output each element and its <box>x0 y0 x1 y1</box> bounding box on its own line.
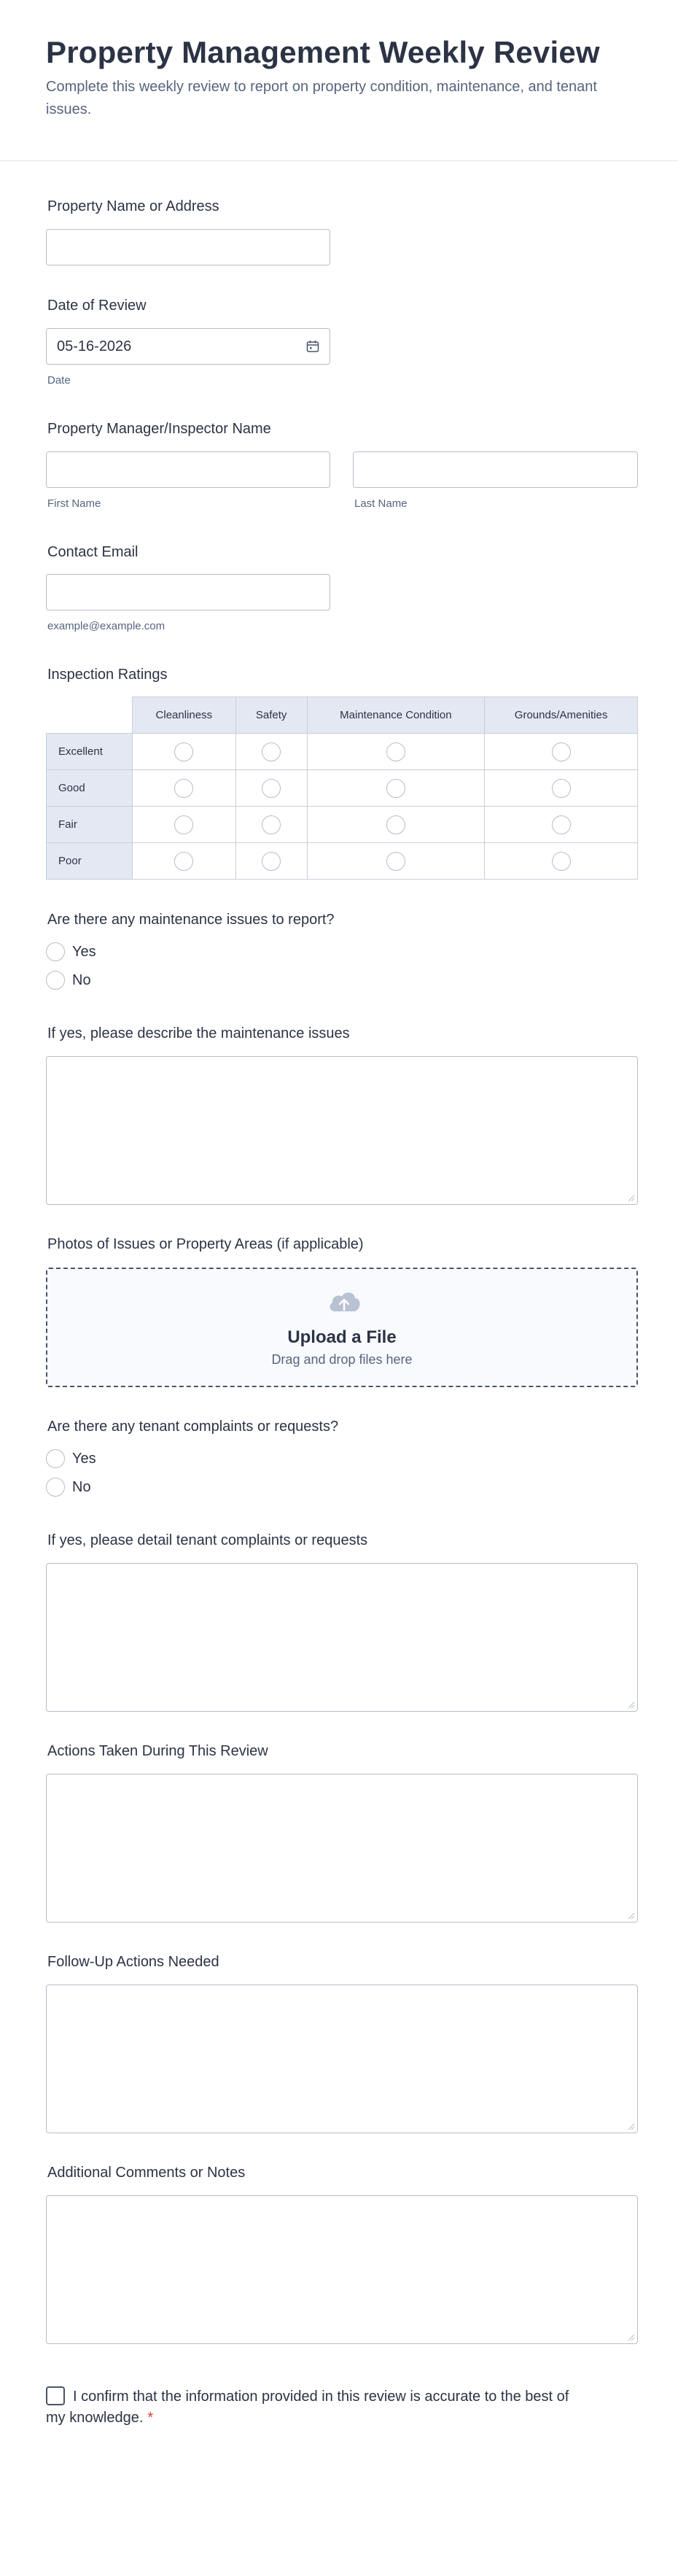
resize-grip-icon[interactable] <box>626 2122 635 2130</box>
maintenance-desc-label: If yes, please describe the maintenance issues <box>47 1025 350 1041</box>
date-sublabel: Date <box>47 374 71 387</box>
matrix-row-label: Good <box>47 770 133 807</box>
matrix-corner <box>47 697 133 734</box>
tenant-no-option[interactable] <box>46 1478 91 1497</box>
property-input[interactable] <box>46 229 330 265</box>
form-header <box>0 0 678 161</box>
radio-button[interactable] <box>46 971 65 990</box>
matrix-row <box>47 734 638 770</box>
resize-grip-icon[interactable] <box>626 2332 635 2341</box>
resize-grip-icon[interactable] <box>626 1911 635 1920</box>
followup-label: Follow-Up Actions Needed <box>47 1954 219 1970</box>
radio-button[interactable] <box>46 1478 65 1497</box>
matrix-row <box>47 807 638 843</box>
matrix-radio[interactable] <box>262 742 281 761</box>
matrix-radio[interactable] <box>262 815 281 834</box>
matrix-radio[interactable] <box>262 779 281 798</box>
actions-textarea[interactable] <box>46 1774 638 1923</box>
matrix-col-maintenance: Maintenance Condition <box>307 697 485 734</box>
cloud-upload-icon <box>327 1288 362 1314</box>
followup-textarea[interactable] <box>46 1985 638 2133</box>
last-name-input[interactable] <box>353 451 638 488</box>
matrix-col-cleanliness: Cleanliness <box>132 697 235 734</box>
email-label: Contact Email <box>47 544 139 560</box>
radio-button[interactable] <box>46 942 65 961</box>
upload-subtitle: Drag and drop files here <box>271 1352 413 1367</box>
matrix-radio[interactable] <box>262 852 281 871</box>
tenant-question-label: Are there any tenant complaints or requests? <box>47 1419 339 1435</box>
radio-button[interactable] <box>46 1449 65 1468</box>
comments-textarea[interactable] <box>46 2195 638 2344</box>
resize-grip-icon[interactable] <box>626 1700 635 1709</box>
last-name-sublabel: Last Name <box>354 497 408 510</box>
first-name-sublabel: First Name <box>47 497 101 510</box>
ratings-matrix <box>46 697 638 880</box>
upload-title: Upload a File <box>287 1327 397 1347</box>
matrix-col-grounds: Grounds/Amenities <box>485 697 638 734</box>
matrix-row-label: Fair <box>47 807 133 843</box>
page-title: Property Management Weekly Review <box>46 35 600 69</box>
matrix-row <box>47 770 638 807</box>
matrix-radio[interactable] <box>174 852 193 871</box>
first-name-input[interactable] <box>46 451 330 488</box>
option-label: Yes <box>72 943 96 960</box>
photos-label: Photos of Issues or Property Areas (if applicable) <box>47 1236 364 1252</box>
email-input[interactable] <box>46 574 330 610</box>
maintenance-no-option[interactable] <box>46 971 91 990</box>
option-label: Yes <box>72 1450 96 1467</box>
confirm-label <box>46 2386 571 2429</box>
resize-grip-icon[interactable] <box>626 1193 635 1202</box>
ratings-label: Inspection Ratings <box>47 667 168 683</box>
matrix-radio[interactable] <box>552 742 571 761</box>
email-sublabel: example@example.com <box>47 620 165 632</box>
maintenance-yes-option[interactable] <box>46 942 96 961</box>
tenant-desc-label: If yes, please detail tenant complaints or requests <box>47 1532 368 1548</box>
matrix-radio[interactable] <box>386 852 405 871</box>
matrix-radio[interactable] <box>552 852 571 871</box>
matrix-row-label: Excellent <box>47 734 133 770</box>
property-label: Property Name or Address <box>47 198 219 214</box>
matrix-col-safety: Safety <box>235 697 307 734</box>
confirm-checkbox[interactable] <box>46 2386 65 2405</box>
required-mark: * <box>147 2410 154 2426</box>
maintenance-question-label: Are there any maintenance issues to report? <box>47 912 335 928</box>
file-upload-dropzone[interactable] <box>46 1268 638 1387</box>
matrix-radio[interactable] <box>552 779 571 798</box>
tenant-desc-textarea[interactable] <box>46 1563 638 1712</box>
matrix-radio[interactable] <box>386 815 405 834</box>
matrix-radio[interactable] <box>386 779 405 798</box>
matrix-radio[interactable] <box>174 815 193 834</box>
date-value: 05-16-2026 <box>57 338 132 354</box>
matrix-row-label: Poor <box>47 843 133 880</box>
option-label: No <box>72 1478 91 1495</box>
maintenance-desc-textarea[interactable] <box>46 1056 638 1205</box>
matrix-row <box>47 843 638 880</box>
page-subtitle: Complete this weekly review to report on property condition, maintenance, and tenant issues. <box>46 79 597 117</box>
comments-label: Additional Comments or Notes <box>47 2165 246 2181</box>
matrix-radio[interactable] <box>386 742 405 761</box>
option-label: No <box>72 971 91 988</box>
manager-label: Property Manager/Inspector Name <box>47 421 271 437</box>
matrix-radio[interactable] <box>174 742 193 761</box>
tenant-yes-option[interactable] <box>46 1449 96 1468</box>
calendar-icon[interactable] <box>306 340 319 353</box>
confirm-text: I confirm that the information provided in this review is accurate to the best of my knowledge. <box>46 2389 569 2426</box>
matrix-radio[interactable] <box>174 779 193 798</box>
actions-label: Actions Taken During This Review <box>47 1743 268 1759</box>
date-input[interactable] <box>46 328 330 365</box>
date-label: Date of Review <box>47 298 147 314</box>
matrix-radio[interactable] <box>552 815 571 834</box>
